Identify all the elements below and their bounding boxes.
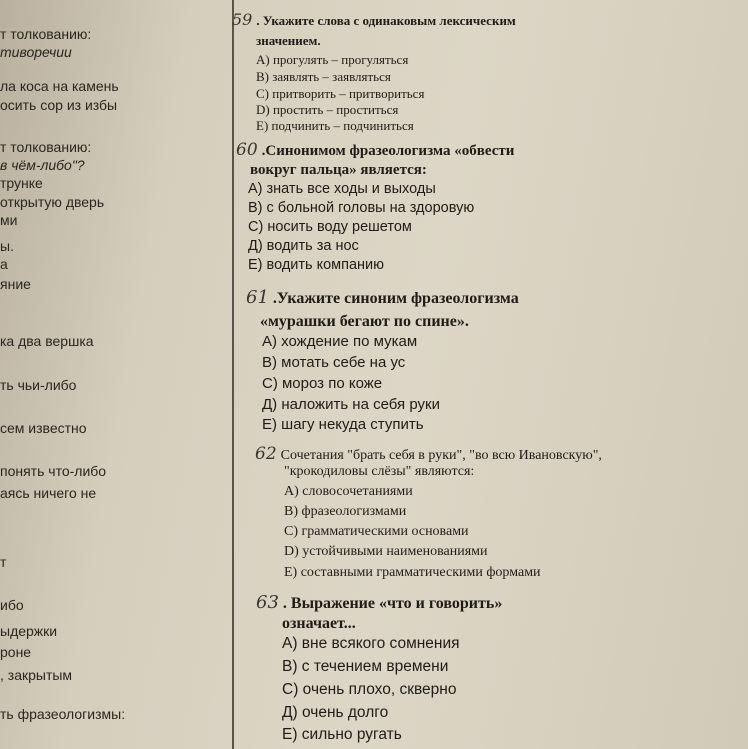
question-60-option-b: В) с больной головы на здоровую <box>248 200 475 216</box>
left-line: ибо <box>0 597 24 613</box>
question-63-title: 63 . Выражение «что и говорить» <box>256 592 503 613</box>
left-line: трунке <box>0 175 43 191</box>
left-line: ла коса на камень <box>0 78 119 94</box>
question-59-option-b: В) заявлять – заявляться <box>256 69 391 84</box>
question-59-title-line2: значением. <box>256 33 321 48</box>
left-line: ть чьи-либо <box>0 377 77 393</box>
question-number: 62 <box>255 444 277 464</box>
question-62-option-a: А) словосочетаниями <box>284 484 413 499</box>
question-59-option-c: С) притворить – притвориться <box>256 86 425 101</box>
left-line: , закрытым <box>0 667 73 683</box>
left-line: ыдержки <box>0 623 58 639</box>
question-62-option-c: С) грамматическими основами <box>284 524 469 539</box>
question-61-title: 61 .Укажите синоним фразеологизма <box>246 287 519 308</box>
question-number: 63 <box>256 592 279 613</box>
question-63-option-c: С) очень плохо, скверно <box>282 681 457 698</box>
left-line: роне <box>0 644 32 660</box>
question-59-option-e: Е) подчинить – подчиниться <box>256 118 414 133</box>
question-63-option-b: В) с течением времени <box>282 658 449 675</box>
question-59-title: 59 . Укажите слова с одинаковым лексическим <box>232 10 516 29</box>
question-59-option-d: D) простить – проститься <box>256 102 399 117</box>
question-60-title: 60 .Синонимом фразеологизма «обвести <box>236 140 515 160</box>
question-62-title-line2: "крокодиловы слёзы" являются: <box>284 464 475 479</box>
question-62-title: 62 Сочетания "брать себя в руки", "во всю Ивановскую", <box>255 444 602 464</box>
question-63-option-a: А) вне всякого сомнения <box>282 635 460 652</box>
question-63-option-e: Е) сильно ругать <box>282 726 402 743</box>
question-61-option-a: А) хождение по мукам <box>262 333 418 350</box>
left-line: аясь ничего не <box>0 485 97 501</box>
question-60-option-a: А) знать все ходы и выходы <box>248 181 436 197</box>
question-61-title-line2: «мурашки бегают по спине». <box>260 313 469 330</box>
question-number: 59 <box>232 10 253 29</box>
question-59-option-a: А) прогулять – прогуляться <box>256 52 409 67</box>
left-line: т <box>0 554 7 570</box>
question-61-option-e: Е) шагу некуда ступить <box>262 416 424 433</box>
left-line: ми <box>0 212 18 228</box>
question-63-title-line2: означает... <box>282 615 356 632</box>
left-line: т толкованию: <box>0 26 92 42</box>
left-line: сем известно <box>0 420 87 436</box>
left-line: понять что-либо <box>0 463 107 479</box>
left-line: в чём-либо"? <box>0 157 85 173</box>
left-line: ка два вершка <box>0 333 94 349</box>
left-line: тиворечии <box>0 44 72 60</box>
question-62-option-e: Е) составными грамматическими формами <box>284 565 541 580</box>
question-63-option-d: Д) очень долго <box>282 704 389 721</box>
left-line: т толкованию: <box>0 139 92 155</box>
question-62-option-d: D) устойчивыми наименованиями <box>284 544 488 559</box>
left-line: а <box>0 256 8 272</box>
question-62-option-b: В) фразеологизмами <box>284 504 407 519</box>
left-line: открытую дверь <box>0 194 105 210</box>
question-60-title-line2: вокруг пальца» является: <box>250 162 427 178</box>
left-line: яние <box>0 276 31 292</box>
question-60-option-e: Е) водить компанию <box>248 257 385 273</box>
left-line: ть фразеологизмы: <box>0 706 126 722</box>
question-60-option-d: Д) водить за нос <box>248 238 359 254</box>
question-number: 61 <box>246 287 269 308</box>
question-61-option-d: Д) наложить на себя руки <box>262 396 440 413</box>
left-column <box>0 0 230 749</box>
question-61-option-c: С) мороз по коже <box>262 375 383 392</box>
question-61-option-b: В) мотать себе на ус <box>262 354 406 371</box>
question-60-option-c: С) носить воду решетом <box>248 219 412 235</box>
left-line: осить сор из избы <box>0 97 118 113</box>
column-divider <box>232 0 234 749</box>
left-line: ы. <box>0 238 14 254</box>
question-number: 60 <box>236 140 258 160</box>
